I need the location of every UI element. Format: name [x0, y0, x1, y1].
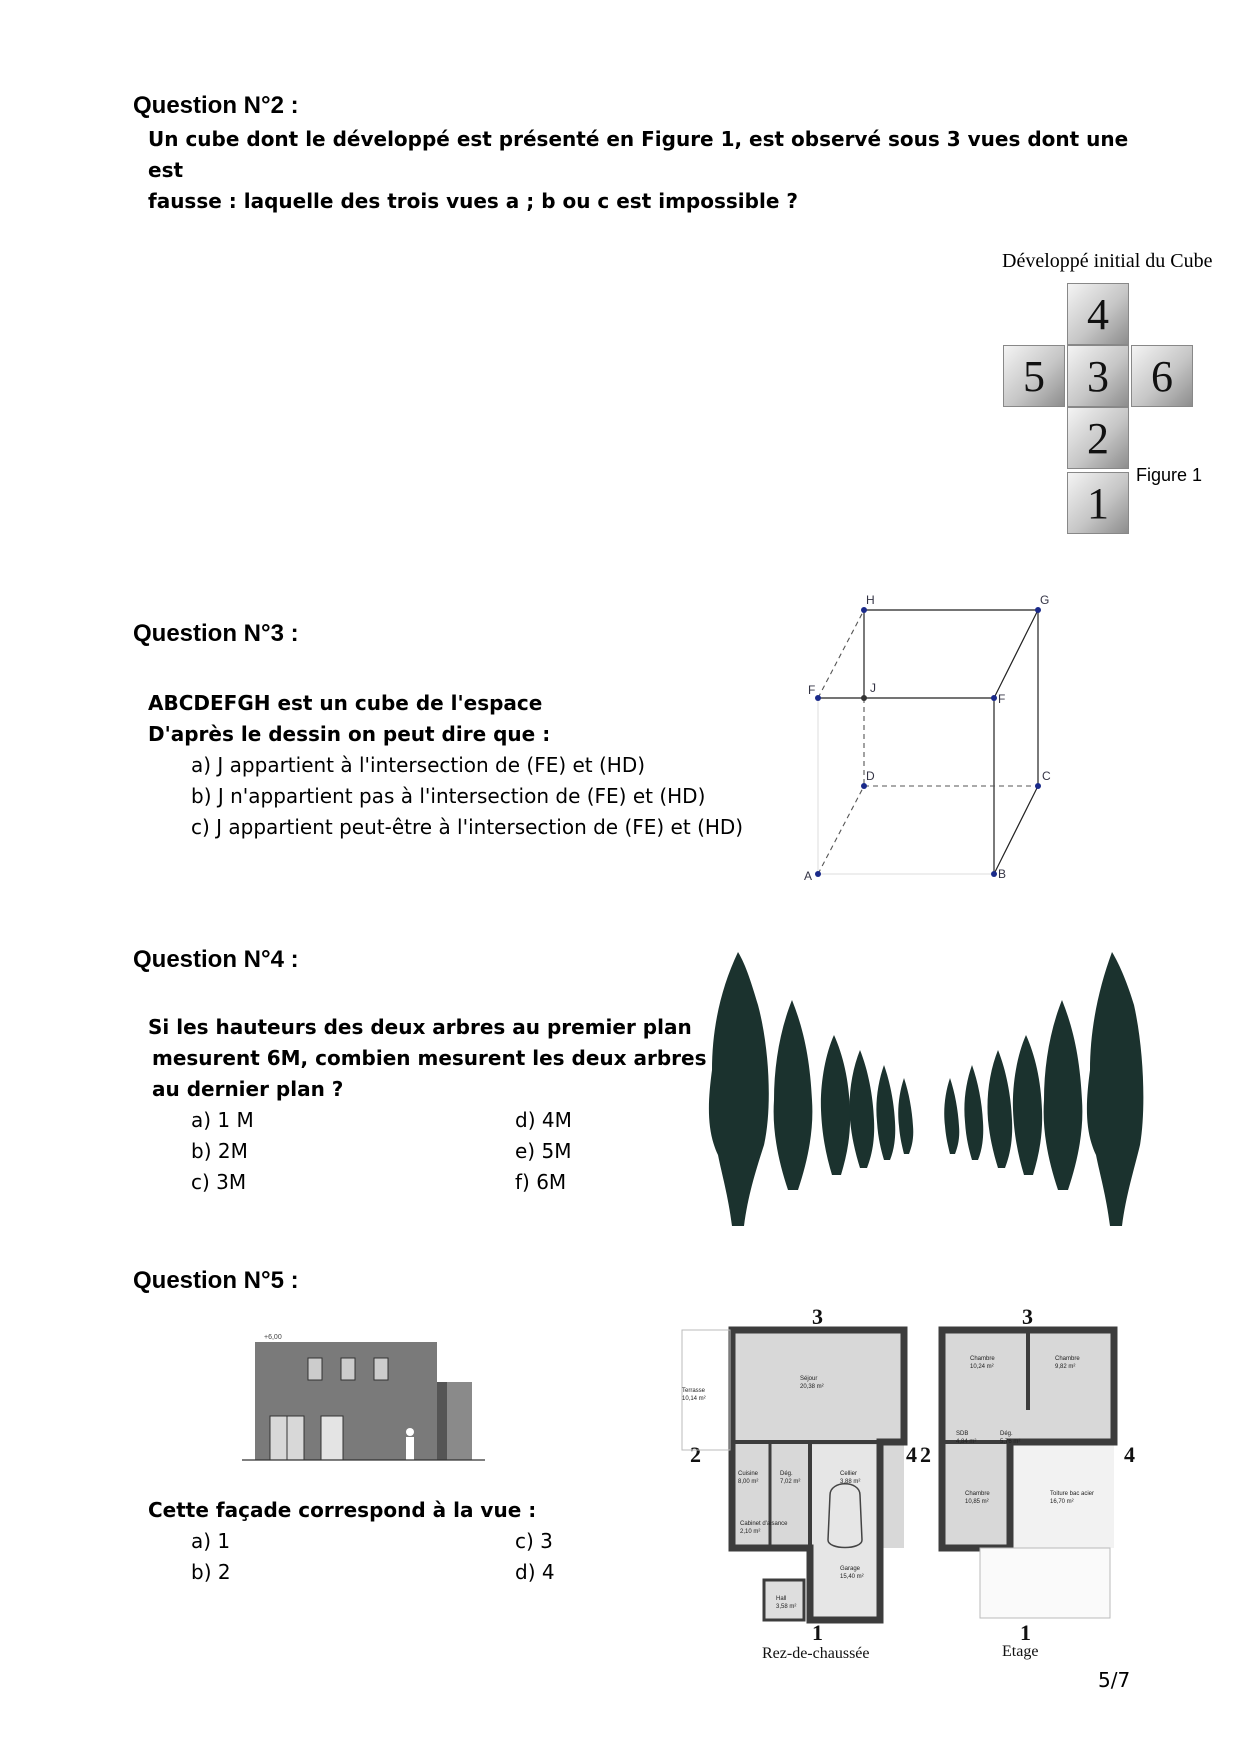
plan-room-chambre-1: Chambre [970, 1356, 995, 1362]
question-5-option-d: d) 4 [515, 1560, 555, 1584]
question-4-options-left [191, 1105, 254, 1198]
question-4-text [148, 1012, 707, 1105]
question-4-option-c: c) 3M [191, 1170, 247, 1194]
label-j: J [870, 681, 876, 695]
plan-room-chambre-3: Chambre [965, 1491, 990, 1497]
plan-room-chambre-2-area: 9,82 m² [1055, 1364, 1076, 1370]
point-d [861, 783, 867, 789]
tree-left-6 [898, 1078, 913, 1154]
plan-room-hall-area: 3,58 m² [776, 1604, 797, 1610]
plan-room-deg-floor: Dég. [1000, 1431, 1013, 1437]
tree-right-1 [944, 1078, 959, 1154]
edge-ad [818, 786, 864, 874]
plan-room-cabinet: Cabinet d'aisance [740, 1521, 788, 1527]
plan-room-sdb-area: 4,84 m² [956, 1439, 977, 1445]
facade-window-1 [308, 1358, 322, 1380]
question-4-line-2: mesurent 6M, combien mesurent les deux arbres [152, 1046, 707, 1070]
facade-level-label: +6,00 [264, 1334, 282, 1341]
question-4-option-f: f) 6M [515, 1170, 567, 1194]
question-3-title: Question N°3 : [133, 620, 299, 647]
question-3-option-a: a) J appartient à l'intersection de (FE) et (HD) [191, 753, 646, 777]
edge-fg [994, 610, 1038, 698]
label-g: G [1040, 593, 1050, 607]
label-c: C [1042, 769, 1051, 783]
tree-left-4 [849, 1050, 874, 1168]
point-b [991, 871, 997, 877]
plan-room-garage-area: 15,40 m² [840, 1574, 864, 1580]
point-j [861, 695, 867, 701]
trees-illustration [700, 950, 1150, 1235]
edge-eh [818, 610, 864, 698]
question-3-option-b: b) J n'appartient pas à l'intersection de (FE) et (HD) [191, 784, 706, 808]
label-e: F [808, 683, 816, 697]
cube-diagram [800, 590, 1070, 890]
question-2-line-1: Un cube dont le développé est présenté en Figure 1, est observé sous 3 vues dont une est [148, 127, 1129, 182]
question-4-line-3: au dernier plan ? [152, 1077, 344, 1101]
question-5-question: Cette façade correspond à la vue : [148, 1498, 537, 1522]
plan-ground-view-4: 4 [906, 1442, 917, 1467]
plan-ground-view-2: 2 [690, 1442, 701, 1467]
point-c [1035, 783, 1041, 789]
cube-face-top: 4 [1067, 283, 1129, 345]
plan-floor-view-1: 1 [1020, 1620, 1031, 1645]
plan-room-cuisine: Cuisine [738, 1471, 759, 1477]
label-f: F [998, 692, 1006, 706]
plan-room-hall: Hall [776, 1596, 787, 1602]
question-4-title: Question N°4 : [133, 946, 299, 973]
facade-door [321, 1416, 343, 1460]
page-number: 5/7 [1098, 1668, 1131, 1692]
point-g [1035, 607, 1041, 613]
tree-right-4 [1013, 1035, 1042, 1175]
tree-left-2 [774, 1000, 813, 1190]
figure-1-label: Figure 1 [1136, 465, 1203, 485]
plan-room-terrasse: Terrasse [682, 1388, 706, 1394]
question-5-options-right [515, 1526, 555, 1588]
plan-floor-roof-terrace [980, 1548, 1110, 1618]
facade-person-body [406, 1437, 414, 1460]
question-5-text [148, 1495, 536, 1526]
cube-face-below: 2 [1067, 407, 1129, 469]
label-d: D [866, 769, 875, 783]
point-e [815, 695, 821, 701]
question-3-option-c: c) J appartient peut-être à l'intersection de (FE) et (HD) [191, 815, 744, 839]
point-a [815, 871, 821, 877]
plan-room-chambre-2: Chambre [1055, 1356, 1080, 1362]
question-5-option-b: b) 2 [191, 1560, 231, 1584]
question-5-options-left [191, 1526, 231, 1588]
facade-annex-edge [437, 1382, 447, 1460]
question-4-line-1: Si les hauteurs des deux arbres au premier plan [148, 1015, 692, 1039]
cube-face-bottom: 1 [1067, 472, 1129, 534]
plan-upper-floor [942, 1330, 1114, 1618]
plan-room-sejour: Séjour [800, 1376, 818, 1382]
tree-right-5 [1044, 1000, 1083, 1190]
question-5-option-c: c) 3 [515, 1529, 553, 1553]
plan-room-deg-area: 7,02 m² [780, 1479, 801, 1485]
plan-room-terrasse-area: 10,14 m² [682, 1396, 706, 1402]
plan-ground-floor [682, 1330, 904, 1620]
plan-room-toiture-area: 16,70 m² [1050, 1499, 1074, 1505]
tree-right-3 [987, 1050, 1012, 1168]
plan-floor-view-3: 3 [1022, 1304, 1033, 1329]
plan-room-garage: Garage [840, 1566, 861, 1572]
plan-room-toiture: Toiture bac acier [1050, 1491, 1095, 1497]
plan-room-cabinet-area: 2,10 m² [740, 1529, 761, 1535]
cube-face-center: 3 [1067, 345, 1129, 407]
tree-left-5 [876, 1065, 895, 1160]
label-a: A [804, 869, 813, 883]
question-4-options-right [515, 1105, 572, 1198]
plan-room-cellier-area: 3,88 m² [840, 1479, 861, 1485]
edge-bc [994, 786, 1038, 874]
question-5-title: Question N°5 : [133, 1267, 299, 1294]
question-3-text [148, 688, 743, 843]
question-3-statement-1: ABCDEFGH est un cube de l'espace [148, 691, 543, 715]
facade-drawing [240, 1330, 490, 1470]
tree-right-6 [1087, 952, 1143, 1226]
label-b: B [998, 867, 1007, 881]
plan-room-chambre-3-area: 10,85 m² [965, 1499, 989, 1505]
cube-net-caption: Développé initial du Cube [1002, 250, 1213, 272]
plan-room-sejour-area: 20,38 m² [800, 1384, 824, 1390]
question-4-option-e: e) 5M [515, 1139, 572, 1163]
plan-ground-view-1: 1 [812, 1620, 823, 1645]
question-4-option-a: a) 1 M [191, 1108, 254, 1132]
point-f [991, 695, 997, 701]
question-2-text [148, 124, 1148, 217]
question-3-statement-2: D'après le dessin on peut dire que : [148, 722, 551, 746]
plan-room-sdb: SDB [956, 1431, 969, 1437]
facade-window-3 [374, 1358, 388, 1380]
plan-floor-view-4: 4 [1124, 1442, 1135, 1467]
plan-room-cuisine-area: 8,00 m² [738, 1479, 759, 1485]
cube-face-right: 6 [1131, 345, 1193, 407]
plan-room-deg: Dég. [780, 1471, 793, 1477]
question-4-option-d: d) 4M [515, 1108, 572, 1132]
tree-left-3 [821, 1035, 850, 1175]
question-2-line-2: fausse : laquelle des trois vues a ; b ou c est impossible ? [148, 189, 798, 213]
plan-ground-view-3: 3 [812, 1304, 823, 1329]
label-h: H [866, 593, 875, 607]
tree-left-1 [709, 952, 769, 1226]
facade-window-2 [341, 1358, 355, 1380]
cube-face-left: 5 [1003, 345, 1065, 407]
question-2-title: Question N°2 : [133, 92, 299, 119]
question-5-option-a: a) 1 [191, 1529, 231, 1553]
plan-room-chambre-1-area: 10,24 m² [970, 1364, 994, 1370]
plan-floor-caption: Etage [1002, 1643, 1039, 1660]
plan-floor-view-2: 2 [920, 1442, 931, 1467]
point-h [861, 607, 867, 613]
tree-right-2 [964, 1065, 983, 1160]
question-4-option-b: b) 2M [191, 1139, 248, 1163]
plan-room-cellier: Cellier [840, 1471, 858, 1477]
plan-ground-caption: Rez-de-chaussée [762, 1645, 870, 1662]
plan-room-deg-floor-area: 5,76 m² [1000, 1439, 1021, 1445]
facade-person-head [406, 1428, 414, 1436]
floor-plans [680, 1300, 1140, 1670]
